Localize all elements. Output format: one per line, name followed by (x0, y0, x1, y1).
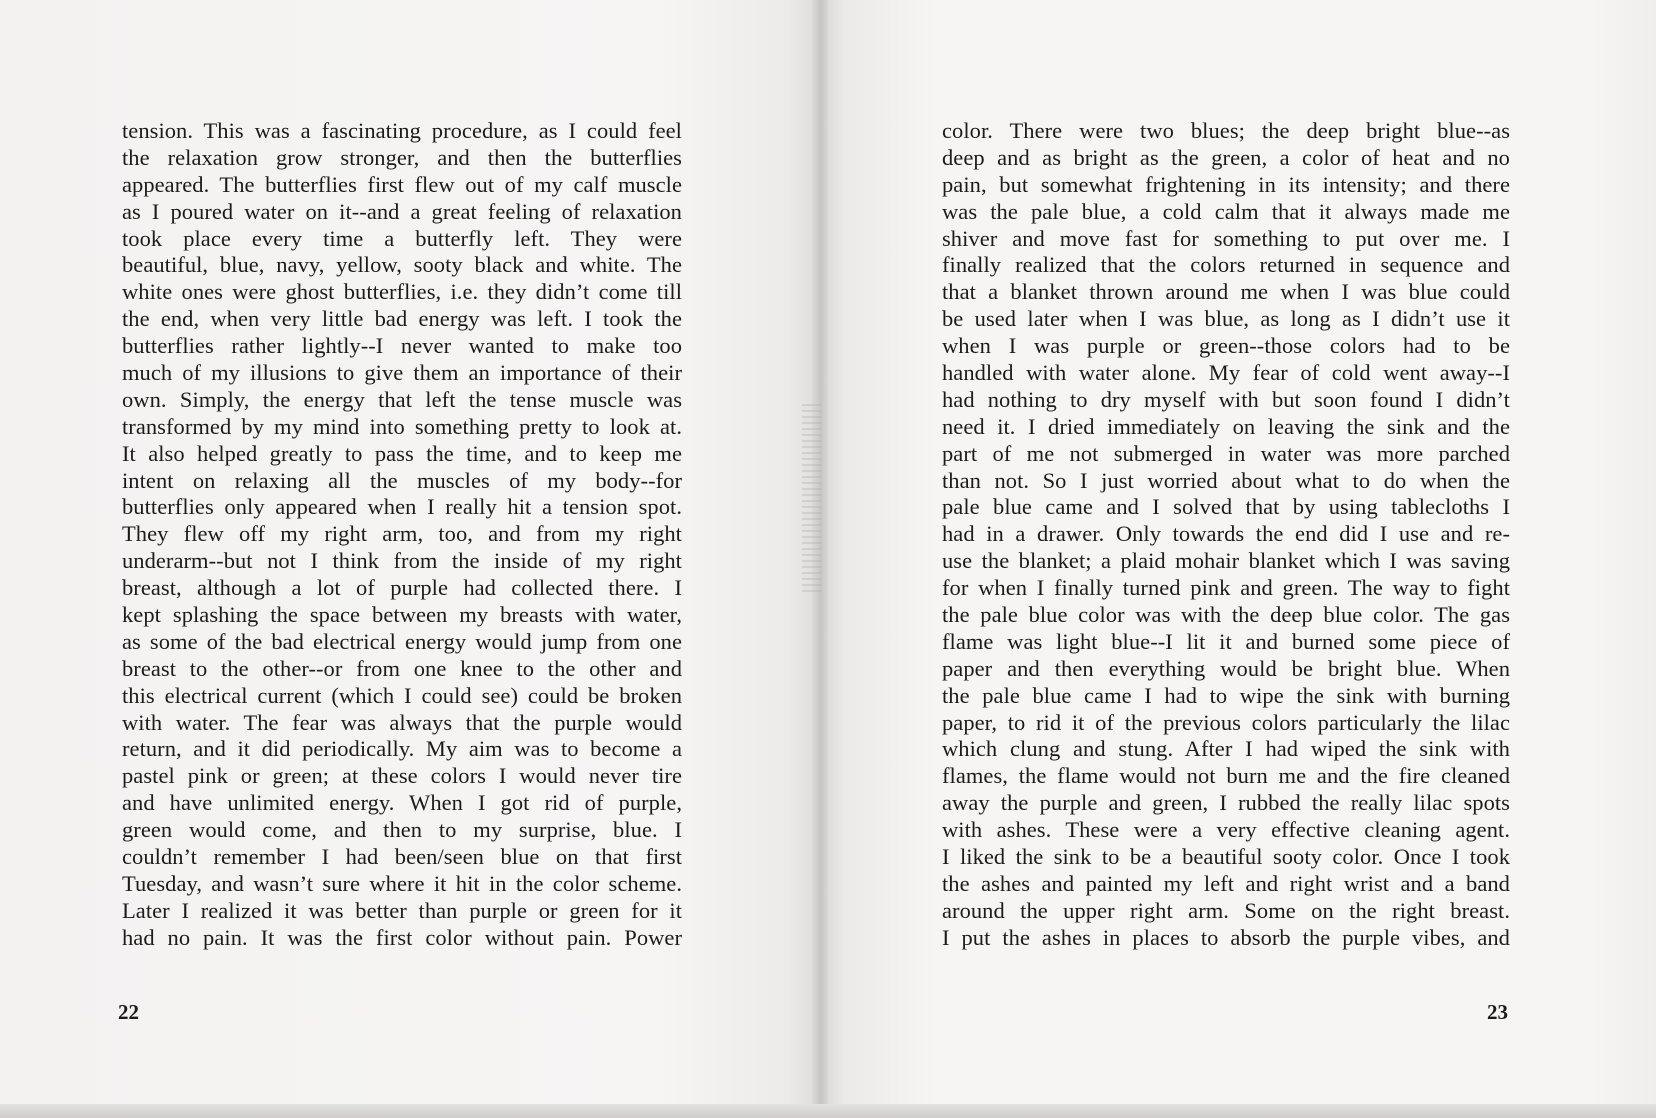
text-line: finally realized that the colors returned in sequence and (942, 252, 1510, 278)
text-line: It also helped greatly to pass the time, and to keep me (122, 440, 682, 466)
text-line: with ashes. These were a very effective cleaning agent. (942, 817, 1510, 843)
text-line: pastel pink or green; at these colors I would never tire (122, 763, 682, 789)
text-line: couldn’t remember I had been/seen blue on that first (122, 844, 682, 870)
text-line: handled with water alone. My fear of cold went away--I (942, 360, 1510, 386)
text-line: pale blue came and I solved that by using tablecloths I (942, 494, 1510, 520)
text-line: own. Simply, the energy that left the tense muscle was (122, 386, 682, 412)
text-line: appeared. The butterflies first flew out of my calf muscle (122, 171, 682, 197)
text-line: this electrical current (which I could see) could be broken (122, 682, 682, 708)
right-page (820, 0, 1656, 1104)
text-line: that a blanket thrown around me when I was blue could (942, 279, 1510, 305)
text-line: I liked the sink to be a beautiful sooty color. Once I took (942, 844, 1510, 870)
page-bottom-edge (0, 1104, 1656, 1118)
text-line: as I poured water on it--and a great feeling of relaxation (122, 198, 682, 224)
text-line: the pale blue came I had to wipe the sink with burning (942, 682, 1510, 708)
text-line: butterflies rather lightly--I never wanted to make too (122, 333, 682, 359)
text-line: green would come, and then to my surprise, blue. I (122, 817, 682, 843)
text-line: than not. So I just worried about what to do when the (942, 467, 1510, 493)
text-line: paper, to rid it of the previous colors particularly the lilac (942, 709, 1510, 735)
text-line: shiver and move fast for something to put over me. I (942, 225, 1510, 251)
text-line: had in a drawer. Only towards the end did I use and re- (942, 521, 1510, 547)
text-line: They flew off my right arm, too, and from my right (122, 521, 682, 547)
text-line: tension. This was a fascinating procedure, as I could feel (122, 118, 682, 143)
text-line: Later I realized it was better than purple or green for it (122, 897, 682, 923)
text-line: had nothing to dry myself with but soon found I didn’t (942, 386, 1510, 412)
right-page-body (942, 118, 1510, 952)
text-line: be used later when I was blue, as long as I didn’t use it (942, 306, 1510, 332)
text-line: deep and as bright as the green, a color of heat and no (942, 144, 1510, 170)
text-line: was the pale blue, a cold calm that it always made me (942, 198, 1510, 224)
text-line: pain, but somewhat frightening in its intensity; and there (942, 171, 1510, 197)
text-line: with water. The fear was always that the purple would (122, 709, 682, 735)
text-line: kept splashing the space between my breasts with water, (122, 602, 682, 628)
page-edge-marks (802, 404, 822, 594)
text-line: around the upper right arm. Some on the right breast. (942, 897, 1510, 923)
text-line: the end, when very little bad energy was left. I took the (122, 306, 682, 332)
text-line: as some of the bad electrical energy would jump from one (122, 628, 682, 654)
text-line: transformed by my mind into something pretty to look at. (122, 413, 682, 439)
text-line: use the blanket; a plaid mohair blanket which I was saving (942, 548, 1510, 574)
text-line: part of me not submerged in water was more parched (942, 440, 1510, 466)
text-line: away the purple and green, I rubbed the really lilac spots (942, 790, 1510, 816)
left-page-number: 22 (118, 1000, 139, 1024)
text-line: had no pain. It was the first color without pain. Power (122, 924, 682, 950)
text-line: much of my illusions to give them an importance of their (122, 360, 682, 386)
text-line: for when I finally turned pink and green. The way to fight (942, 575, 1510, 601)
text-line: I put the ashes in places to absorb the purple vibes, and (942, 924, 1510, 950)
text-line: took place every time a butterfly left. They were (122, 225, 682, 251)
text-line: which clung and stung. After I had wiped the sink with (942, 736, 1510, 762)
text-line: flame was light blue--I lit it and burned some piece of (942, 628, 1510, 654)
text-line: breast to the other--or from one knee to the other and (122, 655, 682, 681)
text-line: paper and then everything would be bright blue. When (942, 655, 1510, 681)
text-line: when I was purple or green--those colors had to be (942, 333, 1510, 359)
text-line: breast, although a lot of purple had collected there. I (122, 575, 682, 601)
text-line: return, and it did periodically. My aim was to become a (122, 736, 682, 762)
text-line: the ashes and painted my left and right wrist and a band (942, 870, 1510, 896)
left-page-body (122, 118, 682, 952)
text-line: the relaxation grow stronger, and then the butterflies (122, 144, 682, 170)
text-line: intent on relaxing all the muscles of my body--for (122, 467, 682, 493)
text-line: the pale blue color was with the deep blue color. The gas (942, 602, 1510, 628)
text-line: Tuesday, and wasn’t sure where it hit in the color scheme. (122, 870, 682, 896)
left-page (0, 0, 820, 1104)
text-line: underarm--but not I think from the inside of my right (122, 548, 682, 574)
text-line: beautiful, blue, navy, yellow, sooty black and white. The (122, 252, 682, 278)
text-line: butterflies only appeared when I really hit a tension spot. (122, 494, 682, 520)
text-line: flames, the flame would not burn me and the fire cleaned (942, 763, 1510, 789)
right-page-number: 23 (1487, 1000, 1508, 1024)
text-line: and have unlimited energy. When I got rid of purple, (122, 790, 682, 816)
text-line: color. There were two blues; the deep bright blue--as (942, 118, 1510, 143)
text-line: white ones were ghost butterflies, i.e. they didn’t come till (122, 279, 682, 305)
text-line: need it. I dried immediately on leaving the sink and the (942, 413, 1510, 439)
